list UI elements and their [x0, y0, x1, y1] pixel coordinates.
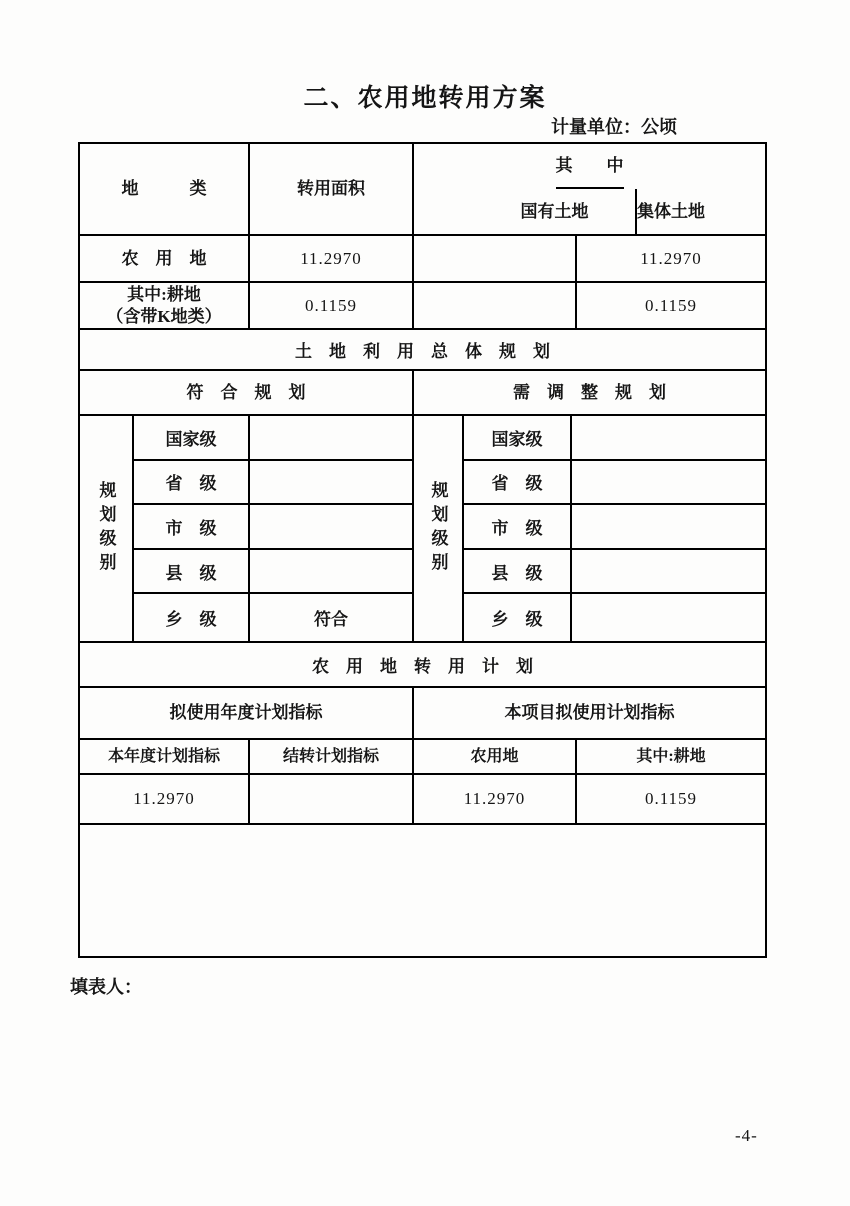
- level-value: [250, 550, 412, 593]
- quota-col-header-cultivated: 其中:耕地: [636, 747, 706, 765]
- adjust-plan-header: 需 调 整 规 划: [513, 382, 666, 402]
- quota-value-cultivated: 0.1159: [644, 789, 698, 809]
- level-value: [250, 416, 412, 459]
- page-number: -4-: [735, 1126, 758, 1145]
- conform-plan-header: 符 合 规 划: [80, 371, 414, 414]
- quota-value-current-year: 11.2970: [80, 775, 250, 823]
- level-label: 县 级: [464, 550, 572, 593]
- level-label: 县 级: [134, 550, 250, 593]
- header-cell-among-which: 其 中: [556, 144, 624, 189]
- level-label: 乡 级: [464, 594, 572, 641]
- planning-row-township: [464, 594, 765, 641]
- level-value: [250, 505, 412, 548]
- planning-row-national: [134, 416, 412, 461]
- level-value: 符合: [314, 610, 348, 630]
- state-owned-value: [414, 283, 577, 328]
- planning-row-county: [464, 550, 765, 595]
- conversion-area-value: 0.1159: [250, 283, 414, 328]
- header-cell-collective-land: 集体土地: [637, 201, 705, 221]
- planning-row-provincial: [134, 461, 412, 506]
- conform-plan-grid: [80, 416, 414, 641]
- planning-row-municipal: [464, 505, 765, 550]
- quota-value-carryover: [250, 775, 414, 823]
- remarks-blank-space: [80, 825, 765, 956]
- row-label-line2: （含带K地类）: [106, 306, 222, 326]
- conversion-area-value: 11.2970: [250, 236, 414, 281]
- planning-level-axis-label: 规划级别: [96, 480, 116, 577]
- level-label: 市 级: [134, 505, 250, 548]
- header-cell-land-type: 地 类: [80, 144, 250, 234]
- level-value: [572, 594, 765, 641]
- level-value: [572, 461, 765, 504]
- project-quota-header: 本项目拟使用计划指标: [504, 703, 675, 723]
- empty-remarks-cell: [80, 825, 765, 956]
- level-label: 乡 级: [134, 594, 250, 641]
- header-cell-conversion-area: 转用面积: [250, 144, 414, 234]
- form-filler-label: 填表人：: [70, 977, 142, 997]
- level-label: 市 级: [464, 505, 572, 548]
- level-label: 省 级: [464, 461, 572, 504]
- level-label: 国家级: [134, 416, 250, 459]
- table-row-cultivated-land: [80, 283, 765, 330]
- planning-level-axis-right: [414, 416, 464, 641]
- level-label: 国家级: [464, 416, 572, 459]
- level-value: [250, 461, 412, 504]
- header-among-which-group: [414, 144, 765, 234]
- level-value: [572, 550, 765, 593]
- conform-plan-rows: [134, 416, 412, 641]
- section-title-conversion-plan: 农 用 地 转 用 计 划: [80, 643, 765, 688]
- quota-value-row: [80, 775, 765, 825]
- collective-value: 0.1159: [644, 295, 698, 315]
- section-title-land-use-plan: 土 地 利 用 总 体 规 划: [80, 330, 765, 371]
- quota-col-header-carryover: 结转计划指标: [250, 740, 414, 773]
- adjust-plan-rows: [464, 416, 765, 641]
- planning-row-county: [134, 550, 412, 595]
- annual-quota-header: 拟使用年度计划指标: [80, 688, 414, 738]
- plan-status-header-row: [80, 371, 765, 416]
- row-label: [80, 283, 250, 328]
- table-header-section: [80, 144, 765, 236]
- quota-column-header-row: [80, 740, 765, 775]
- quota-value-agricultural: 11.2970: [414, 775, 577, 823]
- planning-level-axis-left: [80, 416, 134, 641]
- header-subrow: [474, 189, 705, 234]
- planning-row-township: [134, 594, 412, 641]
- adjust-plan-grid: [414, 416, 765, 641]
- header-cell-state-owned-land: 国有土地: [474, 189, 637, 234]
- page-title: 二、农用地转用方案: [303, 85, 547, 112]
- planning-level-axis-label: 规划级别: [428, 480, 448, 577]
- planning-row-national: [464, 416, 765, 461]
- row-label-line1: 其中:耕地: [127, 285, 201, 305]
- planning-row-municipal: [134, 505, 412, 550]
- state-owned-value: [414, 236, 577, 281]
- row-label: 农 用 地: [80, 236, 250, 281]
- quota-col-header-current-year: 本年度计划指标: [80, 740, 250, 773]
- table-row-agricultural-land: [80, 236, 765, 283]
- quota-col-header-agricultural: 农用地: [414, 740, 577, 773]
- collective-value: 11.2970: [640, 248, 702, 268]
- level-value: [572, 416, 765, 459]
- land-conversion-table: [78, 142, 767, 958]
- planning-row-provincial: [464, 461, 765, 506]
- planning-level-grid: [80, 416, 765, 643]
- measurement-unit-label: 计量单位：公顷: [551, 117, 677, 137]
- level-value: [572, 505, 765, 548]
- quota-group-header-row: [80, 688, 765, 740]
- level-label: 省 级: [134, 461, 250, 504]
